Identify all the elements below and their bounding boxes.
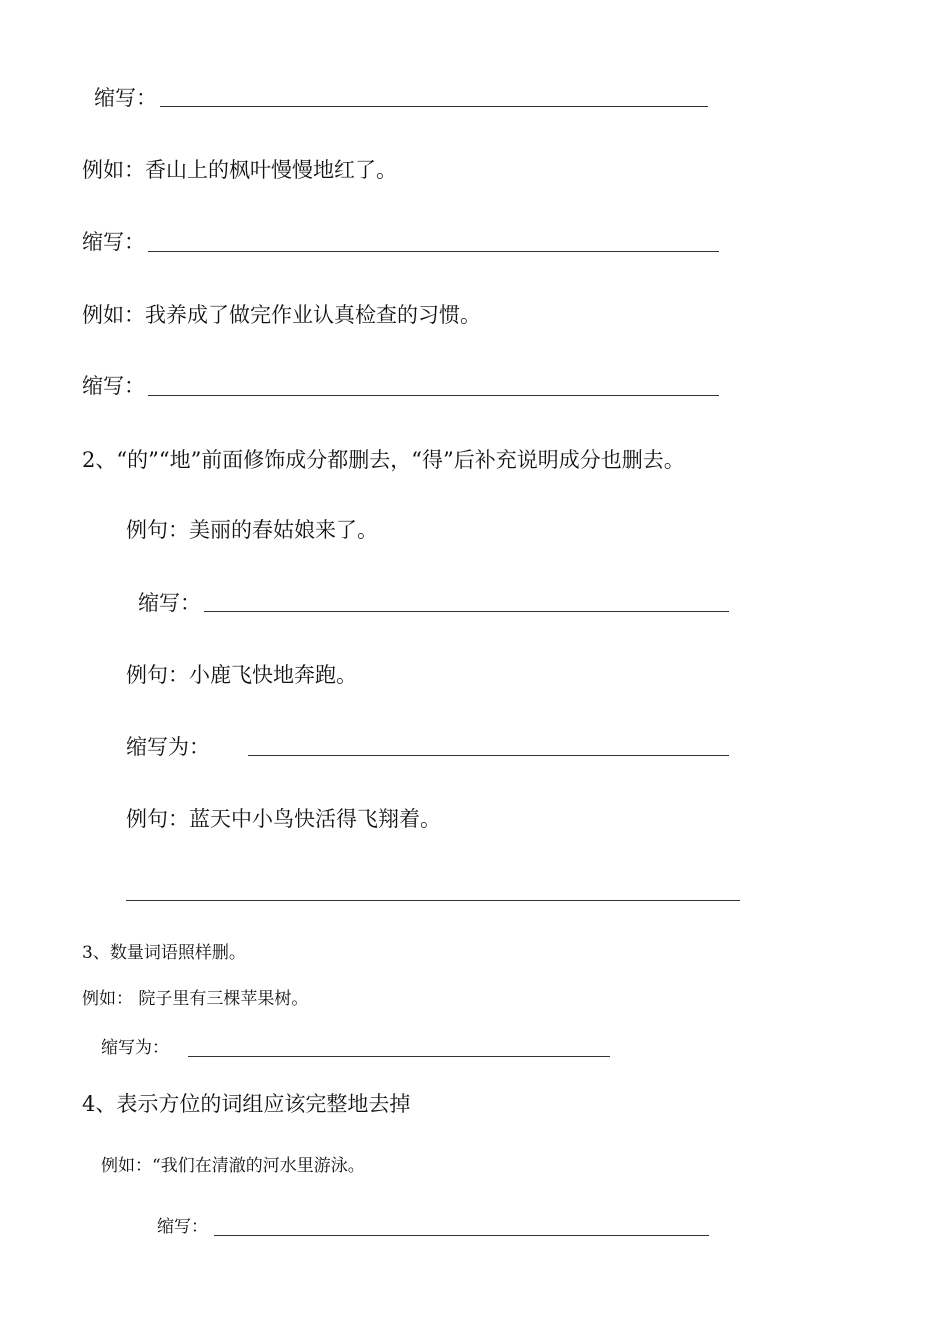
answer-blank-2[interactable] xyxy=(148,251,719,252)
answer-label: 缩写： xyxy=(138,591,201,615)
answer-line-2 xyxy=(82,232,145,253)
example-line-1: 例如：香山上的枫叶慢慢地红了。 xyxy=(82,158,397,182)
answer-label: 缩写： xyxy=(82,230,145,254)
rule-heading-2: 2、“的”“地”前面修饰成分都删去，“得”后补充说明成分也删去。 xyxy=(82,448,685,472)
rule-heading-4: 4、表示方位的词组应该完整地去掉 xyxy=(82,1092,411,1116)
answer-label: 缩写： xyxy=(82,374,145,398)
rule-heading-3: 3、数量词语照样删。 xyxy=(82,943,246,963)
answer-line-3 xyxy=(82,376,145,397)
answer-blank-6[interactable] xyxy=(126,900,740,901)
example-line-3: 例如： 院子里有三棵苹果树。 xyxy=(82,989,309,1009)
answer-line-8 xyxy=(157,1219,208,1236)
example-line-4: 例如：“我们在清澈的河水里游泳。 xyxy=(101,1156,365,1176)
answer-blank-3[interactable] xyxy=(148,395,719,396)
answer-line-1 xyxy=(94,88,157,109)
answer-label: 缩写： xyxy=(94,86,157,110)
example-sentence-1: 例句：美丽的春姑娘来了。 xyxy=(126,518,378,542)
answer-blank-4[interactable] xyxy=(204,611,729,612)
example-sentence-2: 例句：小鹿飞快地奔跑。 xyxy=(126,663,357,687)
answer-label: 缩写为： xyxy=(101,1038,169,1058)
answer-blank-5[interactable] xyxy=(248,755,729,756)
answer-label: 缩写为： xyxy=(126,735,210,759)
answer-line-7 xyxy=(101,1040,169,1057)
example-sentence-3: 例句：蓝天中小鸟快活得飞翔着。 xyxy=(126,807,441,831)
answer-blank-7[interactable] xyxy=(188,1056,610,1057)
answer-line-5 xyxy=(126,737,210,758)
answer-blank-8[interactable] xyxy=(214,1235,709,1236)
answer-label: 缩写： xyxy=(157,1217,208,1237)
answer-line-4 xyxy=(138,593,201,614)
answer-blank-1[interactable] xyxy=(160,106,708,107)
example-line-2: 例如：我养成了做完作业认真检查的习惯。 xyxy=(82,303,481,327)
